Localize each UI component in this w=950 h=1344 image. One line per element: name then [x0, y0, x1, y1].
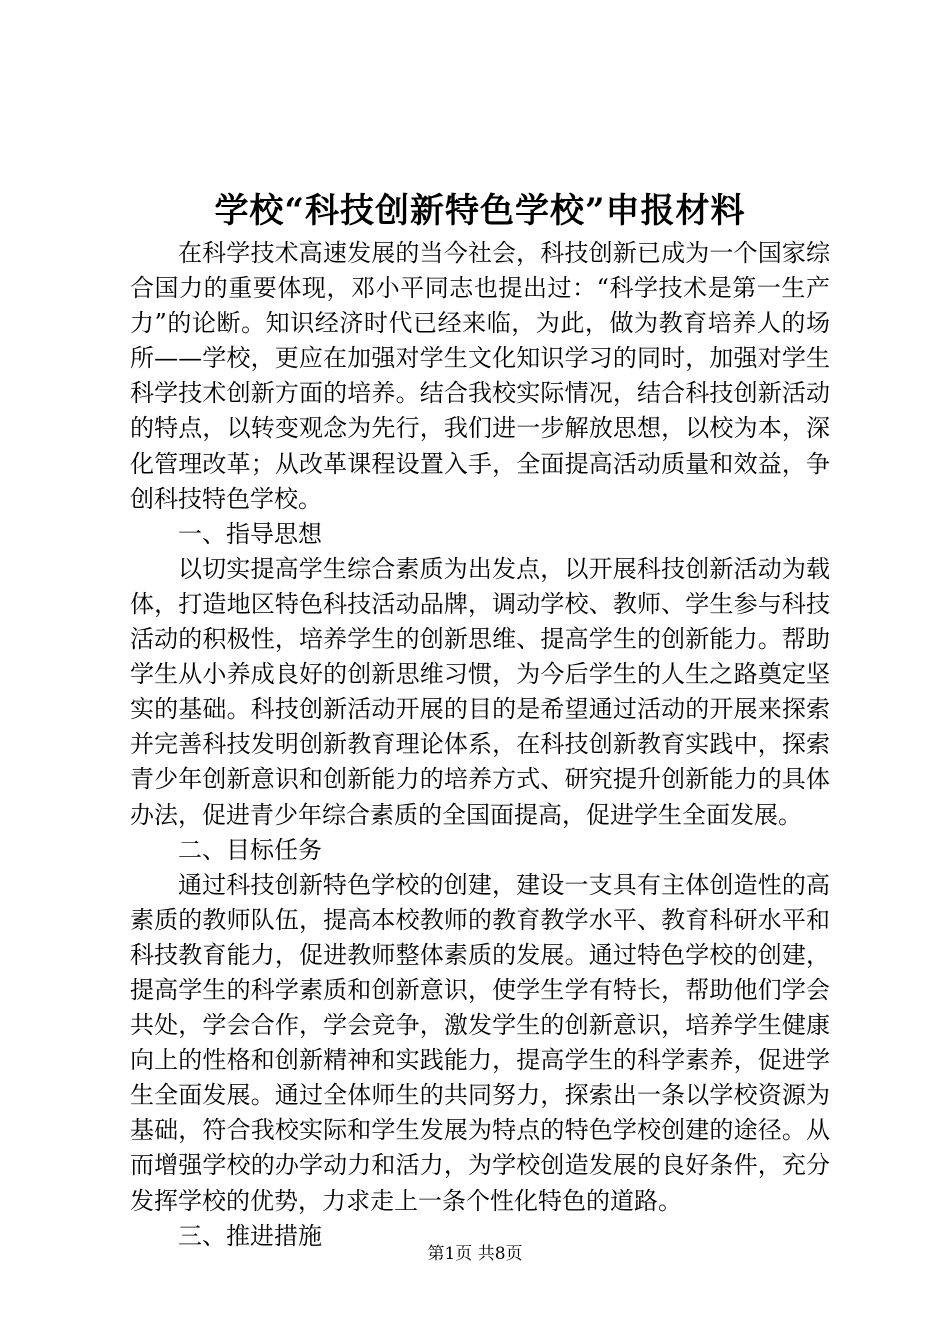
document-body	[130, 186, 830, 1254]
document-title: 学校“科技创新特色学校”申报材料	[214, 191, 746, 231]
section-heading-guiding-ideology: 一、指导思想	[178, 519, 322, 548]
section-heading-measures: 三、推进措施	[178, 1221, 322, 1250]
page-number-footer: 第1页 共8页	[427, 1244, 523, 1264]
section-body-guiding-ideology: 以切实提高学生综合素质为出发点，以开展科技创新活动为载体，打造地区特色科技活动品牌，调动学校、教师、学生参与科技活动的积极性，培养学生的创新思维、提高学生的创新能力。帮助学生从小养成良好的创新思维习惯，为今后学生的人生之路奠定坚实的基础。科技创新活动开展的目的是希望通过活动的开展来探索并完善科技发明创新教育理论体系，在科技创新教育实践中，探索青少年创新意识和创新能力的培养方式、研究提升创新能力的具体办法，促进青少年综合素质的全国面提高，促进学生全面发展。	[130, 554, 830, 829]
section-heading-goals-tasks: 二、目标任务	[178, 835, 322, 864]
intro-paragraph: 在科学技术高速发展的当今社会，科技创新已成为一个国家综合国力的重要体现，邓小平同志也提出过：“科学技术是第一生产力”的论断。知识经济时代已经来临，为此，做为教育培养人的场所——学校，更应在加强对学生文化知识学习的同时，加强对学生科学技术创新方面的培养。结合我校实际情况，结合科技创新活动的特点，以转变观念为先行，我们进一步解放思想，以校为本，深化管理改革；从改革课程设置入手，全面提高活动质量和效益，争创科技特色学校。	[130, 239, 830, 513]
section-body-goals-tasks: 通过科技创新特色学校的创建，建设一支具有主体创造性的高素质的教师队伍，提高本校教师的教育教学水平、教育科研水平和科技教育能力，促进教师整体素质的发展。通过特色学校的创建，提高学生的科学素质和创新意识，使学生学有特长，帮助他们学会共处，学会合作，学会竞争，激发学生的创新意识，培养学生健康向上的性格和创新精神和实践能力，提高学生的科学素养，促进学生全面发展。通过全体师生的共同努力，探索出一条以学校资源为基础，符合我校实际和学生发展为特点的特色学校创建的途径。从而增强学校的办学动力和活力，为学校创造发展的良好条件，充分发挥学校的优势，力求走上一条个性化特色的道路。	[130, 870, 830, 1215]
